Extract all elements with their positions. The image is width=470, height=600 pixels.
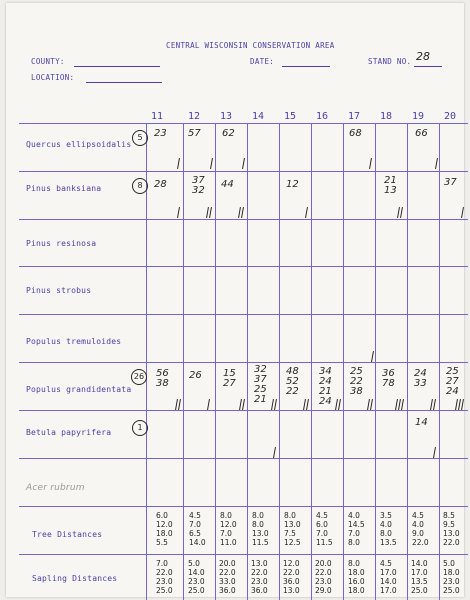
tree-distance-value: 3.5 4.0 8.0 13.5 (380, 511, 397, 547)
stand-value: 28 (416, 50, 430, 63)
sapling-distance-value: 7.0 22.0 23.0 25.0 (156, 559, 173, 595)
species-label: Quercus ellipsoidalis (26, 140, 132, 149)
tally-mark (370, 399, 373, 410)
grid-line (343, 123, 344, 600)
tree-distance-value: 6.0 12.0 18.0 5.5 (156, 511, 173, 547)
tree-distances-label: Tree Distances (32, 530, 103, 539)
sapling-distance-value: 14.0 17.0 13.5 25.0 (411, 559, 428, 595)
grid-line (19, 410, 468, 411)
species-count-circle: 1 (132, 420, 148, 436)
grid-line (146, 123, 147, 600)
column-number: 14 (251, 111, 265, 122)
tally-value: 21 13 (384, 175, 397, 196)
county-field[interactable] (74, 66, 160, 67)
grid-line (215, 123, 216, 600)
sapling-distance-value: 5.0 18.0 23.0 25.0 (443, 559, 460, 595)
location-field[interactable] (86, 82, 162, 83)
location-label: LOCATION: (31, 73, 75, 82)
column-number: 17 (347, 111, 361, 122)
stand-label: STAND NO. (368, 57, 412, 66)
tally-mark (177, 158, 180, 169)
tally-mark (178, 399, 181, 410)
tally-mark (242, 399, 245, 410)
species-label-handwritten: Acer rubrum (26, 483, 85, 493)
column-number: 18 (379, 111, 393, 122)
tally-mark (433, 399, 436, 410)
sapling-distance-value: 20.0 22.0 23.0 29.0 (315, 559, 332, 595)
tree-distance-value: 4.0 14.5 7.0 8.0 (348, 511, 365, 547)
species-label: Pinus banksiana (26, 184, 102, 193)
tally-mark (433, 447, 436, 458)
grid-line (439, 123, 440, 600)
tally-value: 25 22 38 (350, 366, 363, 397)
grid-line (19, 314, 468, 315)
tally-value: 14 (415, 417, 428, 428)
column-number: 13 (219, 111, 233, 122)
tally-value: 26 (189, 370, 202, 381)
tally-value: 66 (415, 128, 428, 139)
form-title: CENTRAL WISCONSIN CONSERVATION AREA (166, 41, 335, 50)
grid-line (19, 554, 468, 555)
column-number: 12 (187, 111, 201, 122)
sapling-distance-value: 20.0 22.0 33.0 36.0 (219, 559, 236, 595)
tally-mark (461, 399, 464, 410)
grid-line (183, 123, 184, 600)
tally-value: 57 (188, 128, 201, 139)
sapling-distance-value: 4.5 17.0 14.0 17.0 (380, 559, 397, 595)
tally-value: 36 78 (382, 368, 395, 389)
sapling-distance-value: 12.0 22.0 36.0 13.0 (283, 559, 300, 595)
tree-distance-value: 8.0 13.0 7.5 12.5 (284, 511, 301, 547)
tally-mark (435, 158, 438, 169)
tree-distance-value: 4.5 6.0 7.0 11.5 (316, 511, 333, 547)
grid-line (375, 123, 376, 600)
tally-value: 37 (444, 177, 457, 188)
tally-value: 25 27 24 (446, 366, 459, 397)
tree-distance-value: 4.5 7.0 6.5 14.0 (189, 511, 206, 547)
grid-line (19, 171, 468, 172)
tally-mark (207, 399, 210, 410)
tally-value: 48 52 22 (286, 366, 299, 397)
tally-mark (210, 158, 213, 169)
species-count-circle: 26 (131, 369, 147, 385)
tally-value: 12 (286, 179, 299, 190)
stand-field[interactable] (414, 66, 442, 67)
tally-value: 23 (154, 128, 167, 139)
county-label: COUNTY: (31, 57, 65, 66)
species-count-circle: 5 (132, 130, 148, 146)
tally-value: 24 33 (414, 368, 427, 389)
column-number: 11 (150, 111, 164, 122)
species-label: Pinus resinosa (26, 239, 97, 248)
tally-mark (241, 207, 244, 218)
grid-line (407, 123, 408, 600)
species-label: Betula papyrifera (26, 428, 112, 437)
sapling-distance-value: 8.0 18.0 16.0 18.0 (348, 559, 365, 595)
tally-value: 56 38 (156, 368, 169, 389)
tally-mark (400, 207, 403, 218)
tally-mark (461, 207, 464, 218)
tally-mark (306, 399, 309, 410)
sapling-distances-label: Sapling Distances (32, 574, 118, 583)
grid-line (19, 362, 468, 363)
tally-value: 62 (222, 128, 235, 139)
species-count-circle: 8 (132, 178, 148, 194)
species-label: Populus grandidentata (26, 385, 132, 394)
tally-mark (401, 399, 404, 410)
grid-line (311, 123, 312, 600)
tree-distance-value: 8.5 9.5 13.0 22.0 (443, 511, 460, 547)
tally-mark (305, 207, 308, 218)
tally-value: 32 37 25 21 (254, 364, 267, 405)
species-label: Populus tremuloides (26, 337, 122, 346)
tally-value: 37 32 (192, 175, 205, 196)
tally-mark (242, 158, 245, 169)
tally-value: 34 24 21 24 (319, 366, 332, 407)
tally-sheet (6, 3, 464, 597)
tally-mark (338, 399, 341, 410)
column-number: 20 (443, 111, 457, 122)
column-number: 19 (411, 111, 425, 122)
date-label: DATE: (250, 57, 275, 66)
tally-mark (369, 158, 372, 169)
grid-line (19, 123, 468, 124)
column-number: 16 (315, 111, 329, 122)
tally-value: 68 (349, 128, 362, 139)
tree-distance-value: 8.0 8.0 13.0 11.5 (252, 511, 269, 547)
sapling-distance-value: 5.0 14.0 23.0 25.0 (188, 559, 205, 595)
tally-mark (209, 207, 212, 218)
grid-line (19, 458, 468, 459)
species-label: Pinus strobus (26, 286, 92, 295)
tree-distance-value: 8.0 12.0 7.0 11.0 (220, 511, 237, 547)
grid-line (279, 123, 280, 600)
grid-line (247, 123, 248, 600)
tally-mark (371, 351, 374, 362)
tally-mark (273, 447, 276, 458)
tree-distance-value: 4.5 4.0 9.0 22.0 (412, 511, 429, 547)
tally-value: 15 27 (223, 368, 236, 389)
tally-mark (274, 399, 277, 410)
date-field[interactable] (282, 66, 330, 67)
tally-value: 28 (154, 179, 167, 190)
grid-line (19, 266, 468, 267)
grid-line (19, 219, 468, 220)
tally-value: 44 (221, 179, 234, 190)
column-number: 15 (283, 111, 297, 122)
grid-line (19, 506, 468, 507)
sapling-distance-value: 13.0 22.0 23.0 36.0 (251, 559, 268, 595)
tally-mark (177, 207, 180, 218)
